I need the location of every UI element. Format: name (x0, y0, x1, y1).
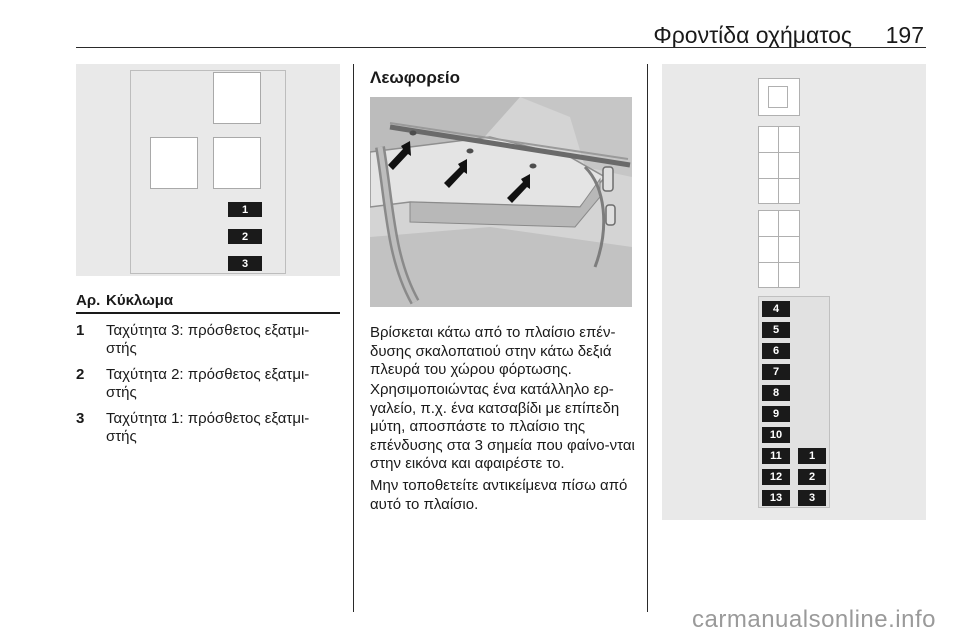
section-heading: Λεωφορείο (370, 68, 461, 87)
row-description: Ταχύτητα 1: πρόσθετος εξατμι-στής (106, 410, 310, 445)
relay-slot-inner (768, 86, 788, 108)
column-divider-right (647, 64, 648, 612)
fuse-box-figure (76, 64, 340, 276)
grid-line (758, 152, 800, 153)
row-number: 1 (76, 322, 85, 339)
loading-area-photo (370, 97, 632, 307)
fuse-badge: 1 (228, 202, 262, 217)
grid-line (758, 262, 800, 263)
fuse-badge: 2 (228, 229, 262, 244)
fuse-badge: 1 (798, 448, 826, 464)
grid-line (758, 178, 800, 179)
row-description: Ταχύτητα 3: πρόσθετος εξατμι-στής (106, 322, 310, 357)
table-header-circuit: Κύκλωμα (106, 292, 174, 309)
fuse-badge: 11 (762, 448, 790, 464)
fuse-badge: 2 (798, 469, 826, 485)
relay-left (150, 137, 198, 189)
relay-grid-lower (758, 210, 800, 288)
fuse-badge: 8 (762, 385, 790, 401)
row-description: Ταχύτητα 2: πρόσθετος εξατμι-στής (106, 366, 310, 401)
relay-grid-upper (758, 126, 800, 204)
header-rule (76, 47, 926, 48)
relay-right (213, 137, 261, 189)
page-number: 197 (885, 22, 924, 48)
page-header-title: Φροντίδα οχήματος (653, 22, 852, 48)
table-header (76, 292, 340, 314)
row-number: 3 (76, 410, 85, 427)
fuse-badge: 9 (762, 406, 790, 422)
fuse-badge: 12 (762, 469, 790, 485)
watermark: carmanualsonline.info (692, 606, 936, 633)
fuse-badge: 13 (762, 490, 790, 506)
fuse-badge: 7 (762, 364, 790, 380)
fuse-badge: 10 (762, 427, 790, 443)
body-paragraph: Χρησιμοποιώντας ένα κατάλληλο ερ-γαλείο, π.χ. ένα κατσαβίδι με επίπεδη μύτη, αποσπάστε το πλαίσιο της επένδυσης στα 3 σημεία που φαίνο-νται στην εικόνα και αφαιρέστε το. (370, 381, 635, 472)
loading-area-illustration (370, 97, 632, 307)
column-divider-left (353, 64, 354, 612)
grid-line (778, 210, 779, 288)
fuse-badge: 3 (228, 256, 262, 271)
fuse-badge: 5 (762, 322, 790, 338)
body-paragraph: Βρίσκεται κάτω από το πλαίσιο επέν-δυσης σκαλοπατιού στην κάτω δεξιά πλευρά του χώρου φόρτωσης. (370, 324, 616, 378)
relay-top (213, 72, 261, 124)
fuse-badge: 3 (798, 490, 826, 506)
fuse-badge: 6 (762, 343, 790, 359)
fuse-badge: 4 (762, 301, 790, 317)
table-header-no: Αρ. (76, 292, 101, 309)
row-number: 2 (76, 366, 85, 383)
fuse-box-figure-right (662, 64, 926, 520)
grid-line (778, 126, 779, 204)
grid-line (758, 236, 800, 237)
body-paragraph: Μην τοποθετείτε αντικείμενα πίσω από αυτό το πλαίσιο. (370, 477, 628, 513)
